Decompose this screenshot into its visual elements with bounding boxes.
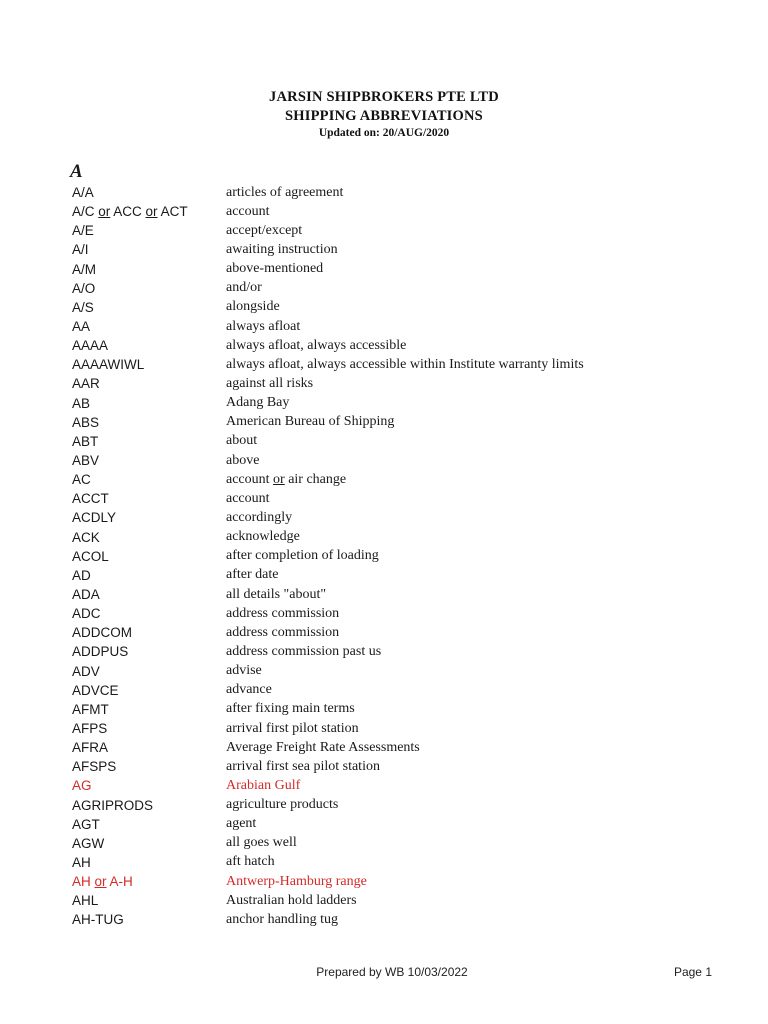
list-item [72,700,712,719]
meaning: Adang Bay [226,395,290,411]
abbreviation: AAAA [72,338,109,354]
list-item [72,815,712,834]
meaning: always afloat, always accessible within Institute warranty limits [226,356,584,372]
or-underlined: or [98,204,111,220]
meaning: aft hatch [226,854,275,870]
list-item [72,260,712,279]
abbreviation: ACDLY [72,510,117,526]
prepared-by: Prepared by WB 10/03/2022 [316,965,468,979]
abbreviation: ACOL [72,548,109,564]
abbreviation-part: ACC [110,204,146,220]
abbreviation: ABT [72,433,99,449]
meaning: address commission [226,605,340,621]
meaning: Antwerp-Hamburg range [226,873,367,889]
meaning: after fixing main terms [226,701,355,717]
meaning: above [226,452,260,468]
meaning [226,472,346,488]
meaning: accept/except [226,222,303,238]
list-item [72,240,712,259]
meaning: always afloat, always accessible [226,337,407,353]
abbreviation: AAAAWIWL [72,357,145,373]
list-item [72,910,712,929]
abbreviation: AG [72,778,92,794]
meaning: Average Freight Rate Assessments [226,739,420,755]
document-title: SHIPPING ABBREVIATIONS [285,108,483,124]
abbreviation: A/M [72,261,97,277]
list-item [72,623,712,642]
list-item [72,221,712,240]
list-item [72,681,712,700]
abbreviation: ABV [72,453,100,469]
abbreviation: AGT [72,816,100,832]
list-item [72,298,712,317]
abbreviation: AH [72,854,91,870]
list-item [72,585,712,604]
abbreviation: A/O [72,280,96,296]
meaning: agent [226,816,257,832]
abbreviation: ADC [72,606,101,622]
meaning: always afloat [226,318,301,334]
abbreviation: A/E [72,223,94,239]
meaning: all goes well [226,835,297,851]
abbreviation: ADA [72,587,100,603]
meaning: acknowledge [226,529,300,545]
abbreviation: ADV [72,663,100,679]
list-item [72,604,712,623]
abbreviation-part: A-H [106,874,133,890]
abbreviation: AD [72,567,91,583]
or-underlined: or [273,471,285,487]
meaning: after date [226,567,279,583]
abbreviation [72,874,226,889]
abbreviation: AGW [72,835,105,851]
meaning: account [226,490,270,506]
meaning-part: air change [284,471,347,487]
list-item [72,432,712,451]
list-item [72,891,712,910]
list-item [72,738,712,757]
list-item [72,508,712,527]
list-item [72,279,712,298]
abbreviation: AFPS [72,721,108,736]
document-header [0,88,768,141]
list-item [72,317,712,336]
meaning: Australian hold ladders [226,892,357,908]
abbreviation-part: A/C [72,204,99,220]
list-item [72,336,712,355]
or-underlined: or [145,204,158,220]
meaning: after completion of loading [226,548,379,564]
list-item [72,183,712,202]
list-item [72,757,712,776]
list-item [72,355,712,374]
list-item [72,413,712,432]
abbreviation: A/S [72,299,94,315]
meaning: all details "about" [226,586,327,602]
meaning: and/or [226,280,262,296]
updated-date: Updated on: 20/AUG/2020 [318,127,450,139]
company-name: JARSIN SHIPBROKERS PTE LTD [269,89,499,105]
list-item [72,547,712,566]
list-item [72,394,712,413]
abbreviation: AHL [72,893,99,909]
abbreviation: ADVCE [72,682,119,698]
abbreviation: AB [72,395,91,411]
abbreviation: AC [72,472,91,488]
meaning: advance [226,682,272,698]
abbreviation-part: AH [72,874,95,890]
list-item [72,470,712,489]
list-item [72,796,712,815]
list-item [72,834,712,853]
meaning: arrival first sea pilot station [226,758,380,774]
meaning: accordingly [226,509,293,525]
meaning: advise [226,663,262,679]
abbreviation: AGRIPRODS [72,797,154,813]
list-item [72,662,712,681]
list-item [72,566,712,585]
abbreviation [72,204,226,219]
abbreviation: ADDCOM [72,625,132,641]
abbreviation: AA [72,319,91,335]
meaning-part: account [226,471,274,487]
abbreviation: AFSPS [72,759,117,775]
abbreviation: A/A [72,185,94,201]
meaning: against all risks [226,375,314,391]
abbreviation-list [72,183,712,929]
meaning: about [226,433,258,449]
list-item [72,374,712,393]
meaning: above-mentioned [226,261,324,277]
abbreviation: AAR [72,376,100,392]
list-item [72,202,712,221]
abbreviation: ABS [72,414,100,430]
meaning: account [226,203,270,219]
meaning: agriculture products [226,797,339,813]
meaning: address commission past us [226,643,382,659]
section-heading-a: A [70,161,83,182]
abbreviation: AFRA [72,740,109,756]
meaning: arrival first pilot station [226,720,359,736]
meaning: articles of agreement [226,184,344,200]
meaning: American Bureau of Shipping [226,414,395,430]
abbreviation: A/I [72,242,89,258]
list-item [72,642,712,661]
meaning: anchor handling tug [226,911,338,927]
or-underlined: or [94,874,107,890]
abbreviation: AFMT [72,701,109,717]
meaning: address commission [226,624,340,640]
meaning: Arabian Gulf [226,777,301,793]
abbreviation: ADDPUS [72,644,129,660]
list-item-highlighted [72,776,712,795]
abbreviation: ACCT [72,491,109,507]
abbreviation: ACK [72,529,100,545]
list-item [72,528,712,547]
page-number: Page 1 [673,965,712,979]
abbreviation-part: ACT [157,204,188,220]
list-item [72,451,712,470]
list-item [72,853,712,872]
meaning: awaiting instruction [226,241,338,257]
abbreviation: AH-TUG [72,912,124,928]
list-item [72,489,712,508]
list-item-highlighted [72,872,712,891]
list-item [72,719,712,738]
meaning: alongside [226,299,280,315]
